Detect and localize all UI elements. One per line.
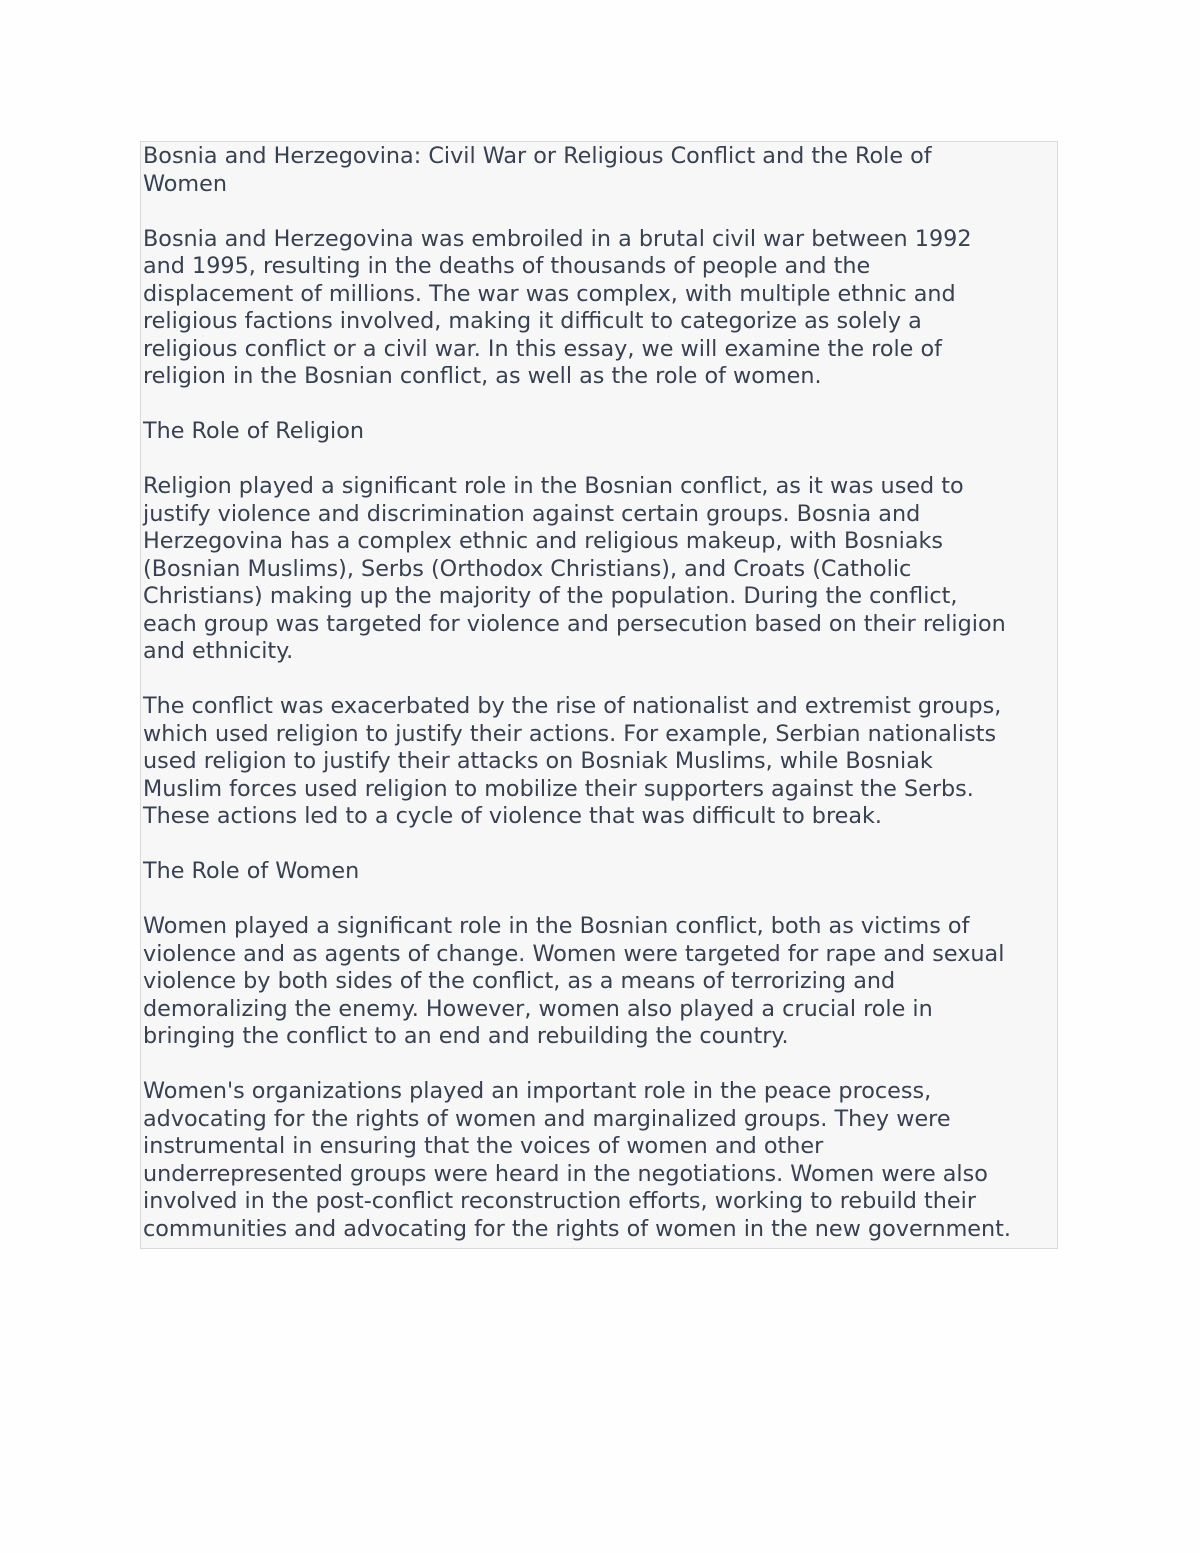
text-line: communities and advocating for the rights of women in the new government. bbox=[143, 1215, 1011, 1242]
blank-line bbox=[143, 1051, 1057, 1079]
text-line: advocating for the rights of women and marginalized groups. They were bbox=[143, 1105, 951, 1132]
women-paragraph-1 bbox=[143, 913, 1057, 1051]
text-line: These actions led to a cycle of violence that was difficult to break. bbox=[143, 803, 883, 829]
text-line: involved in the post-conflict reconstruction efforts, working to rebuild their bbox=[143, 1188, 976, 1214]
essay-text-box bbox=[140, 141, 1058, 1249]
text-line: Women's organizations played an important role in the peace process, bbox=[143, 1078, 932, 1104]
essay-title bbox=[143, 143, 1057, 198]
text-line: justify violence and discrimination against certain groups. Bosnia and bbox=[143, 500, 921, 527]
text-line: and 1995, resulting in the deaths of thousands of people and the bbox=[143, 253, 871, 279]
text-line: religious conflict or a civil war. In this essay, we will examine the role of bbox=[143, 335, 942, 362]
text-line: The conflict was exacerbated by the rise of nationalist and extremist groups, bbox=[143, 693, 1002, 719]
religion-paragraph-2 bbox=[143, 693, 1057, 831]
section-heading-women: The Role of Women bbox=[143, 858, 360, 884]
text-line: bringing the conflict to an end and rebuilding the country. bbox=[143, 1023, 789, 1049]
essay-title-line: Bosnia and Herzegovina: Civil War or Religious Conflict and the Role of bbox=[143, 143, 932, 169]
blank-line bbox=[143, 391, 1057, 419]
religion-paragraph-1 bbox=[143, 473, 1057, 666]
text-line: violence and as agents of change. Women were targeted for rape and sexual bbox=[143, 940, 1005, 967]
section-heading-religion: The Role of Religion bbox=[143, 418, 364, 444]
text-line: which used religion to justify their actions. For example, Serbian nationalists bbox=[143, 720, 997, 747]
text-line: demoralizing the enemy. However, women also played a crucial role in bbox=[143, 995, 933, 1022]
text-line: Religion played a significant role in the Bosnian conflict, as it was used to bbox=[143, 473, 964, 499]
text-line: (Bosnian Muslims), Serbs (Orthodox Christians), and Croats (Catholic bbox=[143, 555, 912, 582]
essay-title-line: Women bbox=[143, 170, 227, 197]
text-line: Women played a significant role in the Bosnian conflict, both as victims of bbox=[143, 913, 970, 939]
text-line: instrumental in ensuring that the voices of women and other bbox=[143, 1133, 824, 1159]
text-line: violence by both sides of the conflict, as a means of terrorizing and bbox=[143, 968, 896, 994]
blank-line bbox=[143, 198, 1057, 226]
text-line: Herzegovina has a complex ethnic and religious makeup, with Bosniaks bbox=[143, 528, 944, 554]
text-line: religious factions involved, making it difficult to categorize as solely a bbox=[143, 308, 922, 334]
blank-line bbox=[143, 831, 1057, 859]
text-line: religion in the Bosnian conflict, as well as the role of women. bbox=[143, 363, 822, 389]
blank-line bbox=[143, 886, 1057, 914]
intro-paragraph bbox=[143, 226, 1057, 391]
text-line: Christians) making up the majority of the population. During the conflict, bbox=[143, 583, 958, 609]
text-line: underrepresented groups were heard in the negotiations. Women were also bbox=[143, 1160, 988, 1187]
text-line: displacement of millions. The war was complex, with multiple ethnic and bbox=[143, 280, 956, 307]
text-line: Muslim forces used religion to mobilize their supporters against the Serbs. bbox=[143, 775, 974, 802]
text-line: and ethnicity. bbox=[143, 638, 294, 664]
women-paragraph-2 bbox=[143, 1078, 1057, 1243]
blank-line bbox=[143, 446, 1057, 474]
text-line: each group was targeted for violence and persecution based on their religion bbox=[143, 610, 1006, 637]
text-line: used religion to justify their attacks on Bosniak Muslims, while Bosniak bbox=[143, 748, 933, 774]
text-line: Bosnia and Herzegovina was embroiled in a brutal civil war between 1992 bbox=[143, 225, 972, 252]
blank-line bbox=[143, 666, 1057, 694]
